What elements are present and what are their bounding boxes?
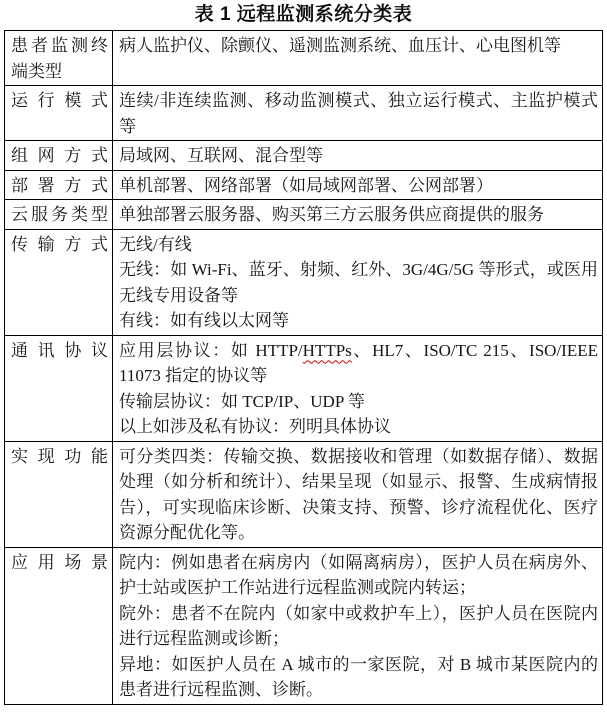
table-row — [5, 141, 603, 171]
cell-paragraph: 无线/有线 — [119, 234, 192, 254]
row-content — [113, 547, 603, 704]
row-content — [113, 441, 603, 547]
cell-paragraph: 连续/非连续监测、移动监测模式、独立运行模式、主监护模式等 — [119, 91, 598, 136]
table-row — [5, 335, 603, 441]
table-row — [5, 31, 603, 86]
row-content — [113, 200, 603, 230]
spellcheck-underline: HTTPs — [302, 340, 352, 360]
row-content — [113, 141, 603, 171]
cell-paragraph: 病人监护仪、除颤仪、遥测监测系统、血压计、心电图机等 — [119, 36, 561, 55]
cell-paragraph: 单独部署云服务器、购买第三方云服务供应商提供的服务 — [119, 205, 544, 224]
cell-paragraph: 可分类四类：传输交换、数据接收和管理（如数据存储）、数据处理（如分析和统计）、结果呈现（如显示、报警、生成病情报告），可实现临床诊断、决策支持、预警、诊疗流程优化、医疗资源分配优化等。 — [119, 446, 598, 542]
cell-paragraph: 以上如涉及私有协议：列明具体协议 — [119, 417, 391, 436]
table-row — [5, 170, 603, 200]
cell-paragraph: 传输层协议：如 TCP/IP、UDP 等 — [119, 391, 365, 411]
cell-paragraph: 局域网、互联网、混合型等 — [119, 146, 323, 165]
row-label: 患者监测终端类型 — [5, 31, 113, 86]
row-label: 组网方式 — [5, 141, 113, 171]
table-row — [5, 441, 603, 547]
table-row — [5, 86, 603, 141]
table-row — [5, 547, 603, 704]
row-content — [113, 170, 603, 200]
row-content — [113, 229, 603, 335]
row-content — [113, 86, 603, 141]
row-label: 云服务类型 — [5, 200, 113, 230]
table-title: 表 1 远程监测系统分类表 — [194, 4, 413, 25]
table-body — [5, 31, 603, 705]
row-label: 实现功能 — [5, 441, 113, 547]
cell-paragraph: 单机部署、网络部署（如局域网部署、公网部署） — [119, 175, 493, 195]
table-row — [5, 200, 603, 230]
cell-paragraph: 院外：患者不在院内（如家中或救护车上），医护人员在医院内进行远程监测或诊断； — [119, 603, 598, 648]
table-row — [5, 229, 603, 335]
classification-table — [4, 30, 603, 705]
cell-paragraph: 应用层协议：如 HTTP/HTTPs、HL7、ISO/TC 215、ISO/IEEE 11073 指定的协议等 — [119, 340, 598, 385]
row-label: 运行模式 — [5, 86, 113, 141]
cell-paragraph: 院内：例如患者在病房内（如隔离病房），医护人员在病房外、护士站或医护工作站进行远程监测或院内转运； — [119, 552, 598, 597]
row-label: 部署方式 — [5, 170, 113, 200]
row-label: 通讯协议 — [5, 335, 113, 441]
cell-paragraph: 无线：如 Wi-Fi、蓝牙、射频、红外、3G/4G/5G 等形式，或医用无线专用设备等 — [119, 260, 598, 305]
cell-paragraph: 异地：如医护人员在 A 城市的一家医院，对 B 城市某医院内的患者进行远程监测、诊断。 — [119, 654, 598, 699]
row-content — [113, 335, 603, 441]
row-label: 传输方式 — [5, 229, 113, 335]
cell-paragraph: 有线：如有线以太网等 — [119, 311, 289, 330]
row-label: 应用场景 — [5, 547, 113, 704]
row-content — [113, 31, 603, 86]
